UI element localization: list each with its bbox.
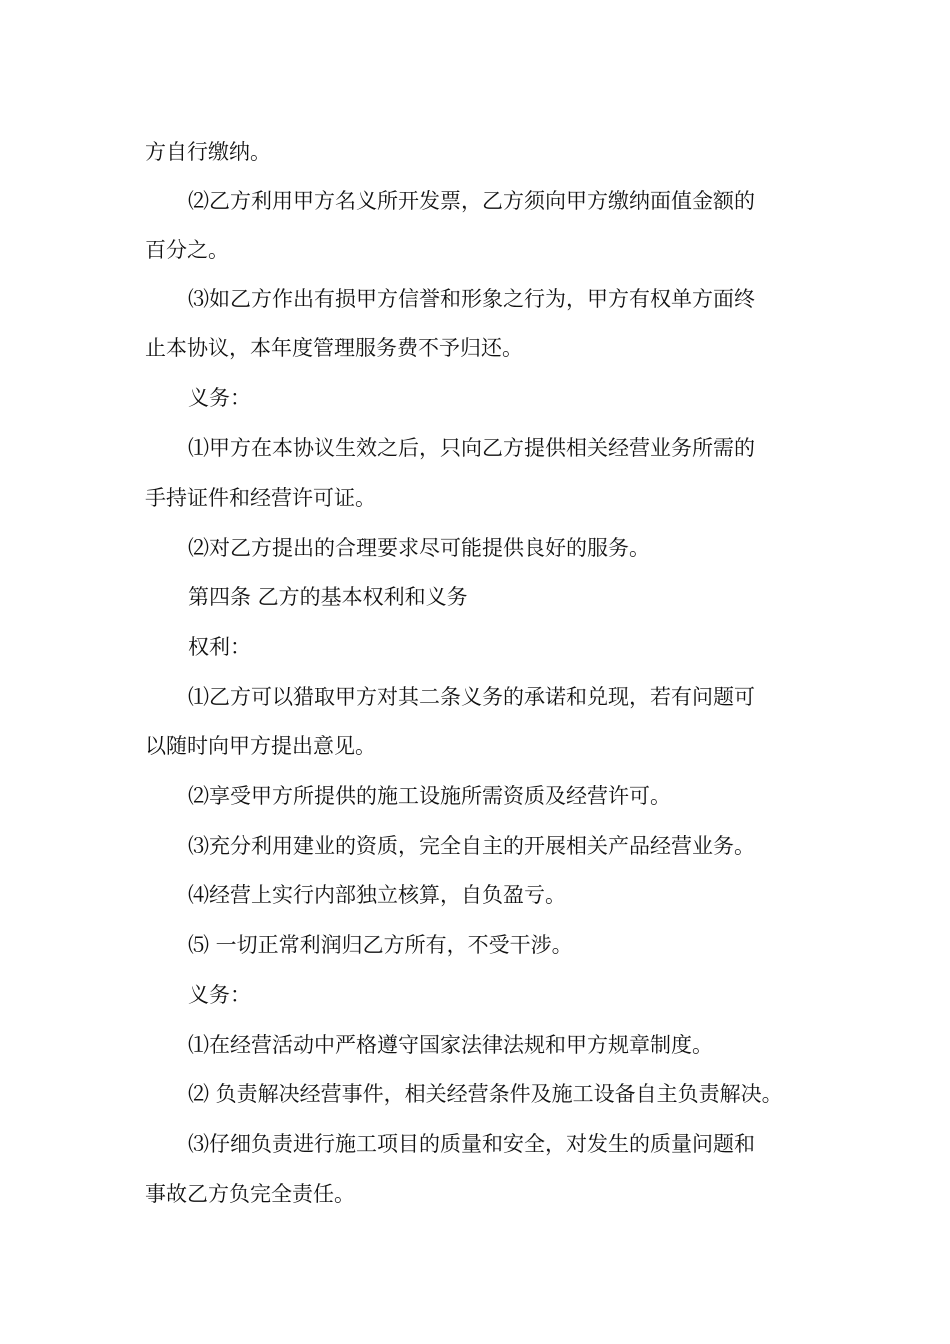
text-line: ⑵ 负责解决经营事件，相关经营条件及施工设备自主负责解决。: [188, 1082, 783, 1106]
text-line: 方自行缴纳。: [145, 140, 271, 164]
text-line: ⑴甲方在本协议生效之后，只向乙方提供相关经营业务所需的: [188, 436, 755, 460]
text-line: ⑴乙方可以猎取甲方对其二条义务的承诺和兑现，若有问题可: [188, 685, 755, 709]
text-line: ⑵对乙方提出的合理要求尽可能提供良好的服务。: [188, 536, 650, 560]
text-line: ⑶如乙方作出有损甲方信誉和形象之行为，甲方有权单方面终: [188, 287, 755, 311]
text-line: ⑶仔细负责进行施工项目的质量和安全，对发生的质量问题和: [188, 1132, 755, 1156]
text-line: ⑴在经营活动中严格遵守国家法律法规和甲方规章制度。: [188, 1033, 713, 1057]
section-label: 义务：: [188, 983, 251, 1007]
text-line: ⑶充分利用建业的资质，完全自主的开展相关产品经营业务。: [188, 834, 755, 858]
section-label: 权利：: [188, 635, 251, 659]
text-line: ⑷经营上实行内部独立核算，自负盈亏。: [188, 883, 566, 907]
text-line: 以随时向甲方提出意见。: [145, 734, 376, 758]
text-line: ⑸ 一切正常利润归乙方所有，不受干涉。: [188, 933, 573, 957]
text-line: ⑵享受甲方所提供的施工设施所需资质及经营许可。: [188, 784, 671, 808]
article-heading: 第四条 乙方的基本权利和义务: [188, 585, 468, 609]
text-line: 止本协议，本年度管理服务费不予归还。: [145, 336, 523, 360]
text-line: 百分之。: [145, 238, 229, 262]
text-line: 事故乙方负完全责任。: [145, 1182, 355, 1206]
text-line: ⑵乙方利用甲方名义所开发票，乙方须向甲方缴纳面值金额的: [188, 189, 755, 213]
text-line: 手持证件和经营许可证。: [145, 486, 376, 510]
section-label: 义务：: [188, 386, 251, 410]
